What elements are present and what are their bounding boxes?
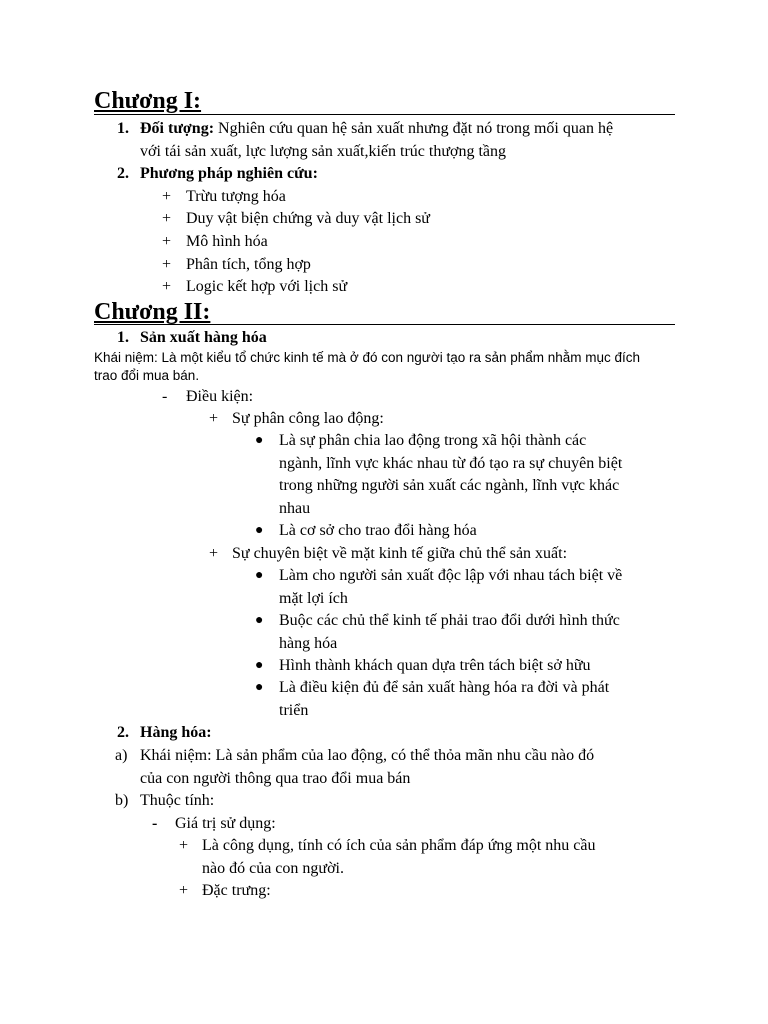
- chapter-1-title: Chương I:: [94, 88, 202, 114]
- bullet-marker: ●: [255, 568, 264, 583]
- separation-heading: Sự chuyên biệt về mặt kinh tế giữa chủ thể sản xuất:: [232, 545, 568, 562]
- dash-marker: -: [162, 388, 168, 405]
- ch1-item2-number: 2.: [117, 165, 129, 182]
- plus-marker: +: [179, 837, 189, 854]
- goods-concept-line1: Khái niệm: Là sản phẩm của lao động, có thể thỏa mãn nhu cầu nào đó: [140, 747, 595, 764]
- method-item: Duy vật biện chứng và duy vật lịch sử: [186, 210, 430, 227]
- method-item: Phân tích, tổng hợp: [186, 256, 311, 273]
- plus-marker: +: [162, 278, 172, 295]
- division-heading: Sự phân công lao động:: [232, 410, 384, 427]
- plus-marker: +: [162, 188, 172, 205]
- production-concept-line1: Khái niệm: Là một kiểu tổ chức kinh tế mà ở đó con người tạo ra sản phẩm nhằm mục đích: [94, 350, 641, 365]
- separation-bullet4-line1: Là điều kiện đủ để sản xuất hàng hóa ra đời và phát: [279, 679, 610, 696]
- chapter-2-title: Chương II:: [94, 299, 211, 325]
- separation-bullet1-line1: Làm cho người sản xuất độc lập với nhau tách biệt về: [279, 567, 623, 584]
- ch1-item2-label: Phương pháp nghiên cứu:: [140, 165, 318, 182]
- ch1-item1-number: 1.: [117, 120, 129, 137]
- list-marker-a: a): [115, 747, 128, 764]
- separation-bullet1-line2: mặt lợi ích: [279, 590, 348, 607]
- method-item: Mô hình hóa: [186, 233, 268, 250]
- use-value-line2: nào đó của con người.: [202, 860, 344, 877]
- division-bullet1-line1: Là sự phân chia lao động trong xã hội thành các: [279, 432, 587, 449]
- bullet-marker: ●: [255, 433, 264, 448]
- plus-marker: +: [162, 256, 172, 273]
- ch2-section2-label: Hàng hóa:: [140, 724, 212, 741]
- ch1-item1-label: Đối tượng:: [140, 120, 215, 137]
- production-concept-line2: trao đổi mua bán.: [94, 368, 200, 383]
- division-bullet2: Là cơ sở cho trao đổi hàng hóa: [279, 522, 477, 539]
- plus-marker: +: [209, 545, 219, 562]
- ch1-item1-line1: [140, 118, 613, 140]
- ch1-item1-text: Nghiên cứu quan hệ sản xuất nhưng đặt nó trong mối quan hệ: [214, 120, 614, 137]
- list-marker-b: b): [115, 792, 129, 809]
- bullet-marker: ●: [255, 658, 264, 673]
- separation-bullet4-line2: triển: [279, 702, 309, 719]
- ch2-section1-number: 1.: [117, 329, 129, 346]
- method-item: Trừu tượng hóa: [186, 188, 286, 205]
- condition-heading: Điều kiện:: [186, 388, 254, 405]
- method-item: Logic kết hợp với lịch sử: [186, 278, 348, 295]
- plus-marker: +: [209, 410, 219, 427]
- use-value-line1: Là công dụng, tính có ích của sản phẩm đáp ứng một nhu cầu: [202, 837, 596, 854]
- ch2-section1-label: Sản xuất hàng hóa: [140, 329, 267, 346]
- plus-marker: +: [179, 882, 189, 899]
- ch2-section2-number: 2.: [117, 724, 129, 741]
- trait-heading: Đặc trưng:: [202, 882, 271, 899]
- separation-bullet2-line2: hàng hóa: [279, 635, 338, 652]
- division-bullet1-line4: nhau: [279, 500, 311, 517]
- bullet-marker: ●: [255, 523, 264, 538]
- division-bullet1-line3: trong những người sản xuất các ngành, lĩnh vực khác: [279, 477, 620, 494]
- division-bullet1-line2: ngành, lĩnh vực khác nhau từ đó tạo ra sự chuyên biệt: [279, 455, 623, 472]
- bullet-marker: ●: [255, 613, 264, 628]
- chapter-2-rule: [94, 324, 675, 325]
- plus-marker: +: [162, 233, 172, 250]
- plus-marker: +: [162, 210, 172, 227]
- attributes-heading: Thuộc tính:: [140, 792, 215, 809]
- dash-marker: -: [152, 815, 158, 832]
- separation-bullet2-line1: Buộc các chủ thể kinh tế phải trao đổi dưới hình thức: [279, 612, 620, 629]
- chapter-1-rule: [94, 114, 675, 115]
- use-value-heading: Giá trị sử dụng:: [175, 815, 276, 832]
- goods-concept-line2: của con người thông qua trao đổi mua bán: [140, 770, 411, 787]
- separation-bullet3: Hình thành khách quan dựa trên tách biệt sở hữu: [279, 657, 591, 674]
- bullet-marker: ●: [255, 680, 264, 695]
- ch1-item1-line2: với tái sản xuất, lực lượng sản xuất,kiến trúc thượng tầng: [140, 143, 506, 160]
